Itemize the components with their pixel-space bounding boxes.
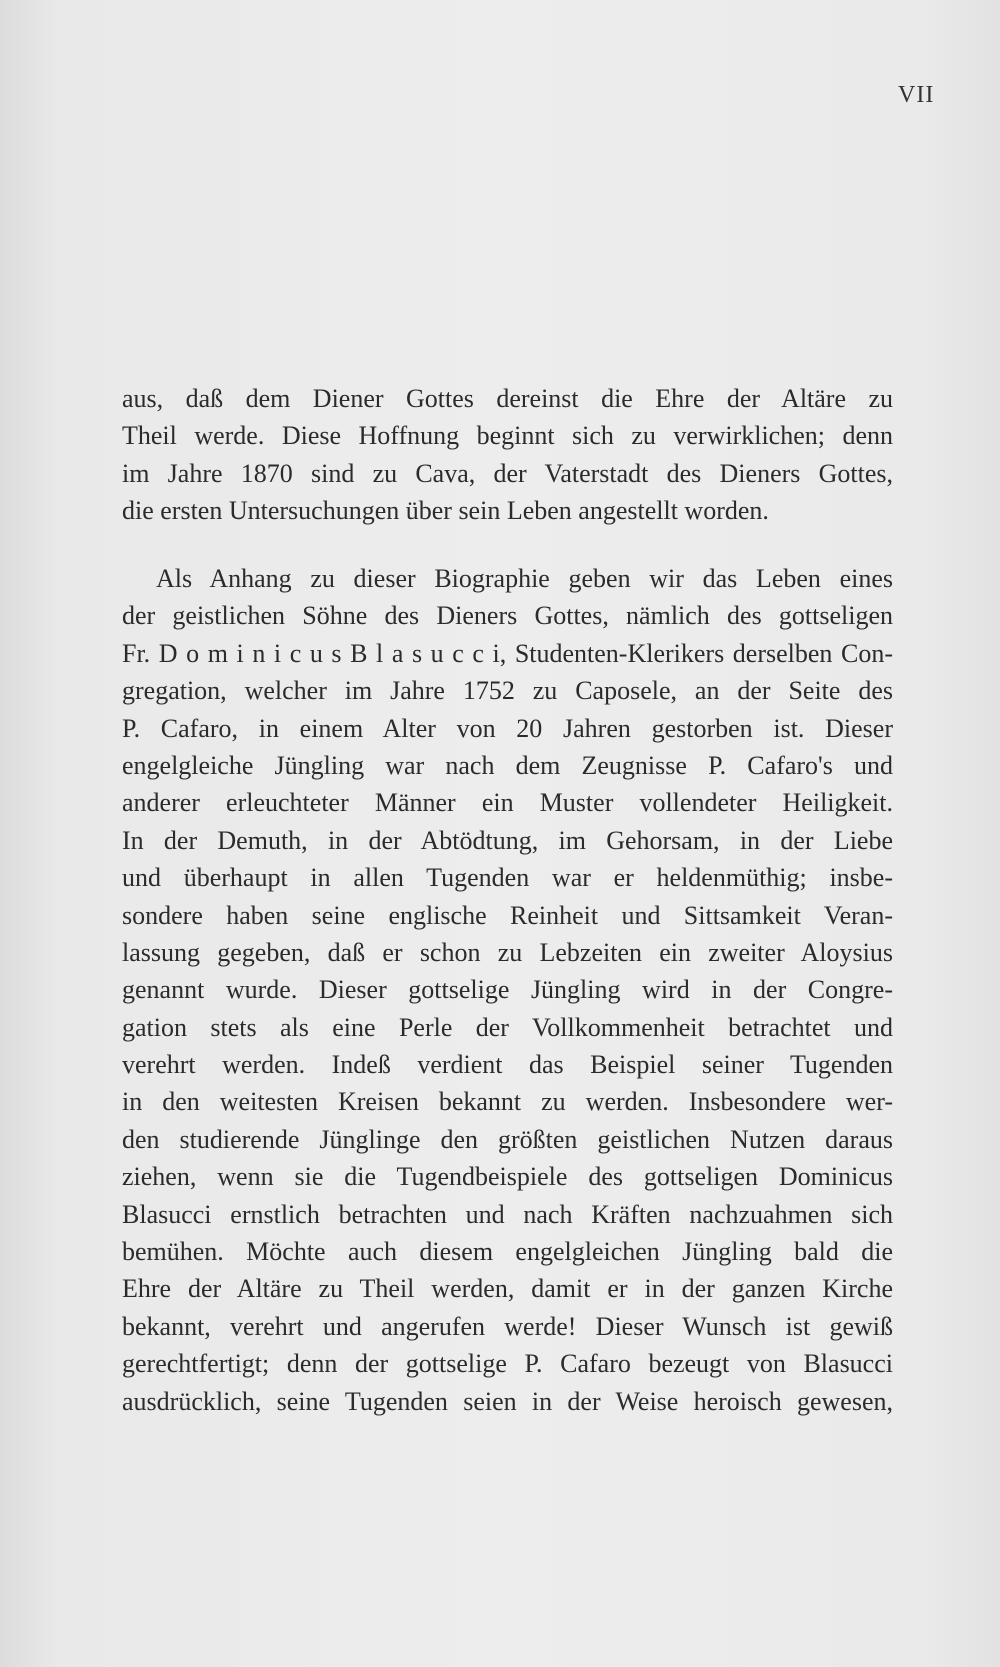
text-line: bekannt, verehrt und angerufen werde! Dieser Wunsch ist gewiß [122, 1311, 893, 1341]
text-line: ausdrücklich, seine Tugenden seien in der Weise heroisch gewesen, [122, 1386, 893, 1416]
text-line: Blasucci ernstlich betrachten und nach Kräften nachzuahmen sich [122, 1199, 893, 1229]
text-line: genannt wurde. Dieser gottselige Jüngling wird in der Congre- [122, 975, 893, 1005]
text-line: lassung gegeben, daß er schon zu Lebzeiten ein zweiter Aloysius [122, 937, 893, 967]
text-line: gerechtfertigt; denn der gottselige P. Cafaro bezeugt von Blasucci [122, 1349, 893, 1379]
text-line: In der Demuth, in der Abtödtung, im Gehorsam, in der Liebe [122, 825, 893, 855]
text-line: anderer erleuchteter Männer ein Muster vollendeter Heiligkeit. [122, 788, 893, 818]
text-line: verehrt werden. Indeß verdient das Beispiel seiner Tugenden [122, 1050, 893, 1080]
text-line: die ersten Untersuchungen über sein Leben angestellt worden. [122, 496, 769, 526]
paragraph-1 [122, 380, 893, 530]
text-line: in den weitesten Kreisen bekannt zu werden. Insbesondere wer- [122, 1087, 893, 1117]
text-line: und überhaupt in allen Tugenden war er heldenmüthig; insbe- [122, 863, 893, 893]
page-number: VII [898, 82, 935, 108]
text-line: Ehre der Altäre zu Theil werden, damit er in der ganzen Kirche [122, 1274, 893, 1304]
text-line: sondere haben seine englische Reinheit und Sittsamkeit Veran- [122, 900, 893, 930]
text-line: den studierende Jünglinge den größten geistlichen Nutzen daraus [122, 1124, 893, 1154]
text-line: im Jahre 1870 sind zu Cava, der Vaterstadt des Dieners Gottes, [122, 458, 893, 488]
text-line: engelgleiche Jüngling war nach dem Zeugnisse P. Cafaro's und [122, 750, 893, 780]
text-line: Als Anhang zu dieser Biographie geben wir das Leben eines [156, 564, 893, 593]
text-line: gation stets als eine Perle der Vollkommenheit betrachtet und [122, 1012, 893, 1042]
text-line: ziehen, wenn sie die Tugendbeispiele des gottseligen Dominicus [122, 1162, 893, 1192]
text-line: aus, daß dem Diener Gottes dereinst die Ehre der Altäre zu [122, 384, 893, 413]
paragraph-2 [122, 560, 893, 1420]
text-line: P. Cafaro, in einem Alter von 20 Jahren gestorben ist. Dieser [122, 713, 893, 743]
text-line: bemühen. Möchte auch diesem engelgleichen Jüngling bald die [122, 1237, 893, 1267]
text-line: Theil werde. Diese Hoffnung beginnt sich zu verwirklichen; denn [122, 421, 893, 451]
text-line: der geistlichen Söhne des Dieners Gottes, nämlich des gottseligen [122, 601, 893, 631]
text-line: Fr. D o m i n i c u s B l a s u c c i, Studenten-Klerikers derselben Con- [122, 638, 893, 668]
text-line: gregation, welcher im Jahre 1752 zu Caposele, an der Seite des [122, 676, 893, 706]
